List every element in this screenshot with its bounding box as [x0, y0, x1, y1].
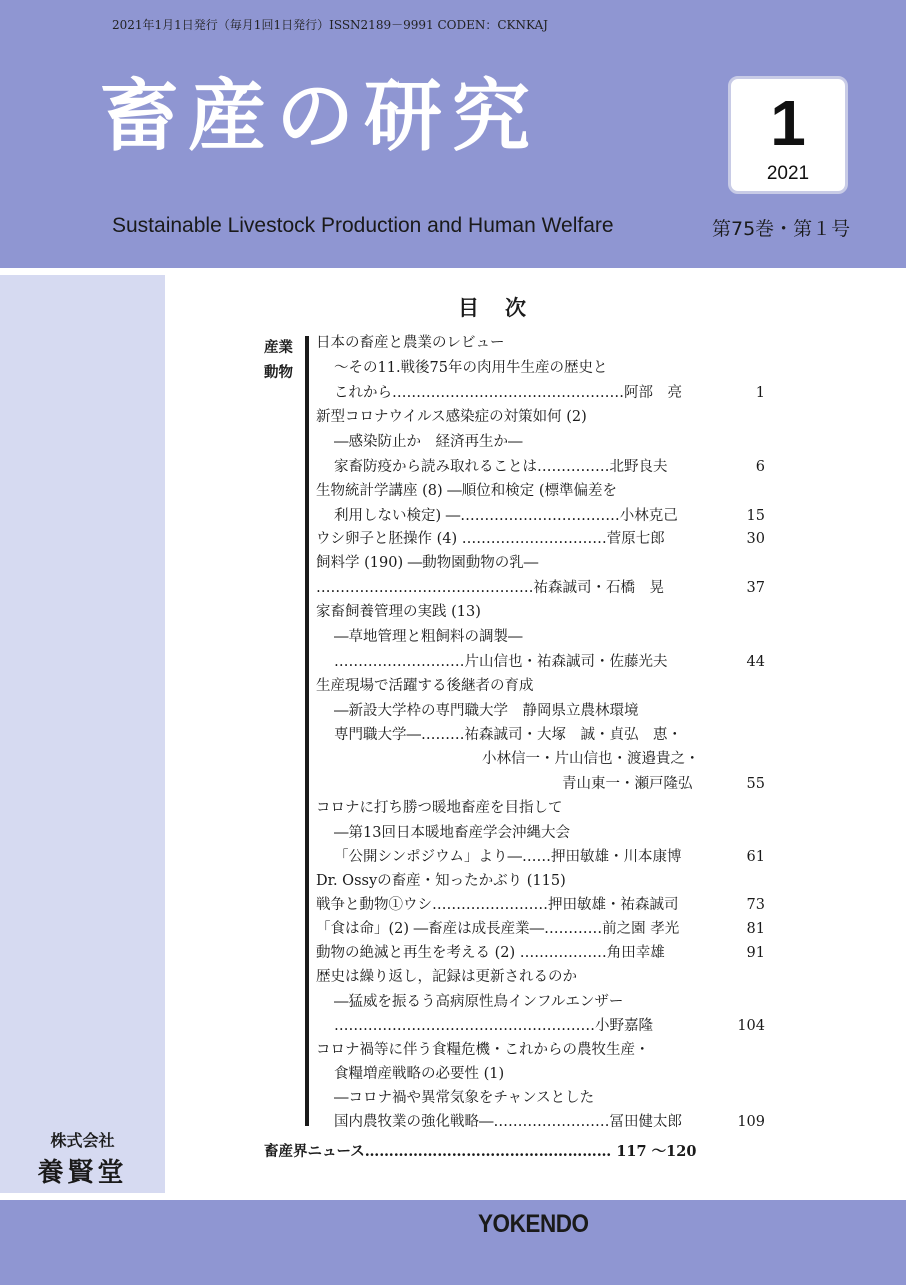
toc-page-number: 73 — [746, 897, 765, 913]
issue-year: 2021 — [766, 163, 810, 184]
toc-page-number: 61 — [746, 849, 765, 865]
section-label-1: 産業 — [264, 339, 293, 356]
toc-line: 専門職大学―………祐森誠司・大塚 誠・貞弘 恵・ — [334, 727, 682, 743]
toc-heading: 目次 — [458, 296, 552, 320]
toc-line: 「食は命」(2) ―畜産は成長産業―…………前之園 孝光 — [316, 921, 680, 937]
toc-line: ………………………………………………小野嘉隆 — [334, 1018, 653, 1034]
toc-line: ―感染防止か 経済再生か― — [334, 434, 523, 450]
toc-page-number: 44 — [746, 654, 765, 670]
toc-line: コロナに打ち勝つ暖地畜産を目指して — [316, 800, 563, 816]
toc-line: 新型コロナウイルス感染症の対策如何 (2) — [316, 409, 587, 425]
toc-page-number: 81 — [746, 921, 765, 937]
toc-line: ………………………………………祐森誠司・石橋 晃 — [316, 580, 664, 596]
journal-subtitle: Sustainable Livestock Production and Human Welfare — [112, 214, 614, 237]
toc-line: ―コロナ禍や異常気象をチャンスとした — [334, 1090, 595, 1106]
toc-page-number: 15 — [746, 508, 765, 524]
toc-line: ………………………片山信也・祐森誠司・佐藤光夫 — [334, 654, 668, 670]
toc-line: 小林信一・片山信也・渡邉貴之・ — [482, 751, 700, 767]
toc-line: 生物統計学講座 (8) ―順位和検定 (標準偏差を — [316, 483, 618, 499]
toc-page-number: 109 — [737, 1114, 765, 1130]
toc-line: 食糧増産戦略の必要性 (1) — [334, 1066, 505, 1082]
toc-line: 利用しない検定) ―……………………………小林克己 — [334, 508, 678, 524]
journal-title: 畜産の研究 — [100, 72, 541, 162]
toc-page-number: 55 — [746, 776, 765, 792]
toc-page-number: 30 — [746, 531, 765, 547]
toc-line: ウシ卵子と胚操作 (4) …………………………菅原七郎 — [316, 531, 665, 547]
publisher-name: 養賢堂 — [37, 1158, 128, 1188]
news-line: 畜産界ニュース…………………………………………… 117 ～120 — [264, 1143, 697, 1160]
toc-line: 日本の畜産と農業のレビュー — [316, 335, 505, 351]
toc-page-number: 104 — [737, 1018, 765, 1034]
toc-divider-bar — [305, 336, 309, 1126]
toc-line: ―草地管理と粗飼料の調製― — [334, 629, 523, 645]
volume-number: 第75巻・第１号 — [712, 218, 851, 240]
toc-line: 「公開シンポジウム」より―……押田敏雄・川本康博 — [334, 849, 682, 865]
publisher-logo: YOKENDO — [478, 1210, 589, 1238]
cover-footer-band — [0, 1200, 906, 1285]
publisher-type: 株式会社 — [50, 1131, 115, 1150]
toc-line: 飼料学 (190) ―動物園動物の乳― — [316, 555, 539, 571]
toc-line: 戦争と動物①ウシ……………………押田敏雄・祐森誠司 — [316, 897, 679, 913]
toc-line: 生産現場で活躍する後継者の育成 — [316, 678, 534, 694]
issue-box — [728, 76, 848, 194]
toc-line: 歴史は繰り返し，記録は更新されるのか — [316, 969, 577, 985]
toc-line: これから…………………………………………阿部 亮 — [334, 385, 682, 401]
toc-page-number: 91 — [746, 945, 765, 961]
toc-line: ～その11.戦後75年の肉用牛生産の歴史と — [334, 360, 608, 376]
toc-page-number: 1 — [755, 385, 765, 401]
toc-line: ―猛威を振るう高病原性鳥インフルエンザー — [334, 994, 624, 1010]
toc-page-number: 37 — [746, 580, 765, 596]
toc-line: ―新設大学枠の専門職大学 静岡県立農林環境 — [334, 703, 639, 719]
publication-info: 2021年1月1日発行（毎月1回1日発行）ISSN2189－9991 CODEN：CKNKAJ — [112, 18, 548, 32]
toc-line: 青山東一・瀬戸隆弘 — [562, 776, 693, 792]
toc-line: 家畜防疫から読み取れることは……………北野良夫 — [334, 459, 668, 475]
toc-line: Dr. Ossyの畜産・知ったかぶり (115) — [316, 873, 566, 889]
toc-line: 国内農牧業の強化戦略―……………………冨田健太郎 — [334, 1114, 682, 1130]
toc-line: ―第13回日本暖地畜産学会沖縄大会 — [334, 825, 570, 841]
toc-line: コロナ禍等に伴う食糧危機・これからの農牧生産・ — [316, 1042, 650, 1058]
toc-line: 動物の絶滅と再生を考える (2) ………………角田幸雄 — [316, 945, 665, 961]
left-sidebar-band — [0, 275, 165, 1193]
toc-line: 家畜飼養管理の実践 (13) — [316, 604, 481, 620]
issue-number: 1 — [770, 87, 806, 159]
section-label-2: 動物 — [264, 364, 293, 381]
toc-page-number: 6 — [755, 459, 765, 475]
